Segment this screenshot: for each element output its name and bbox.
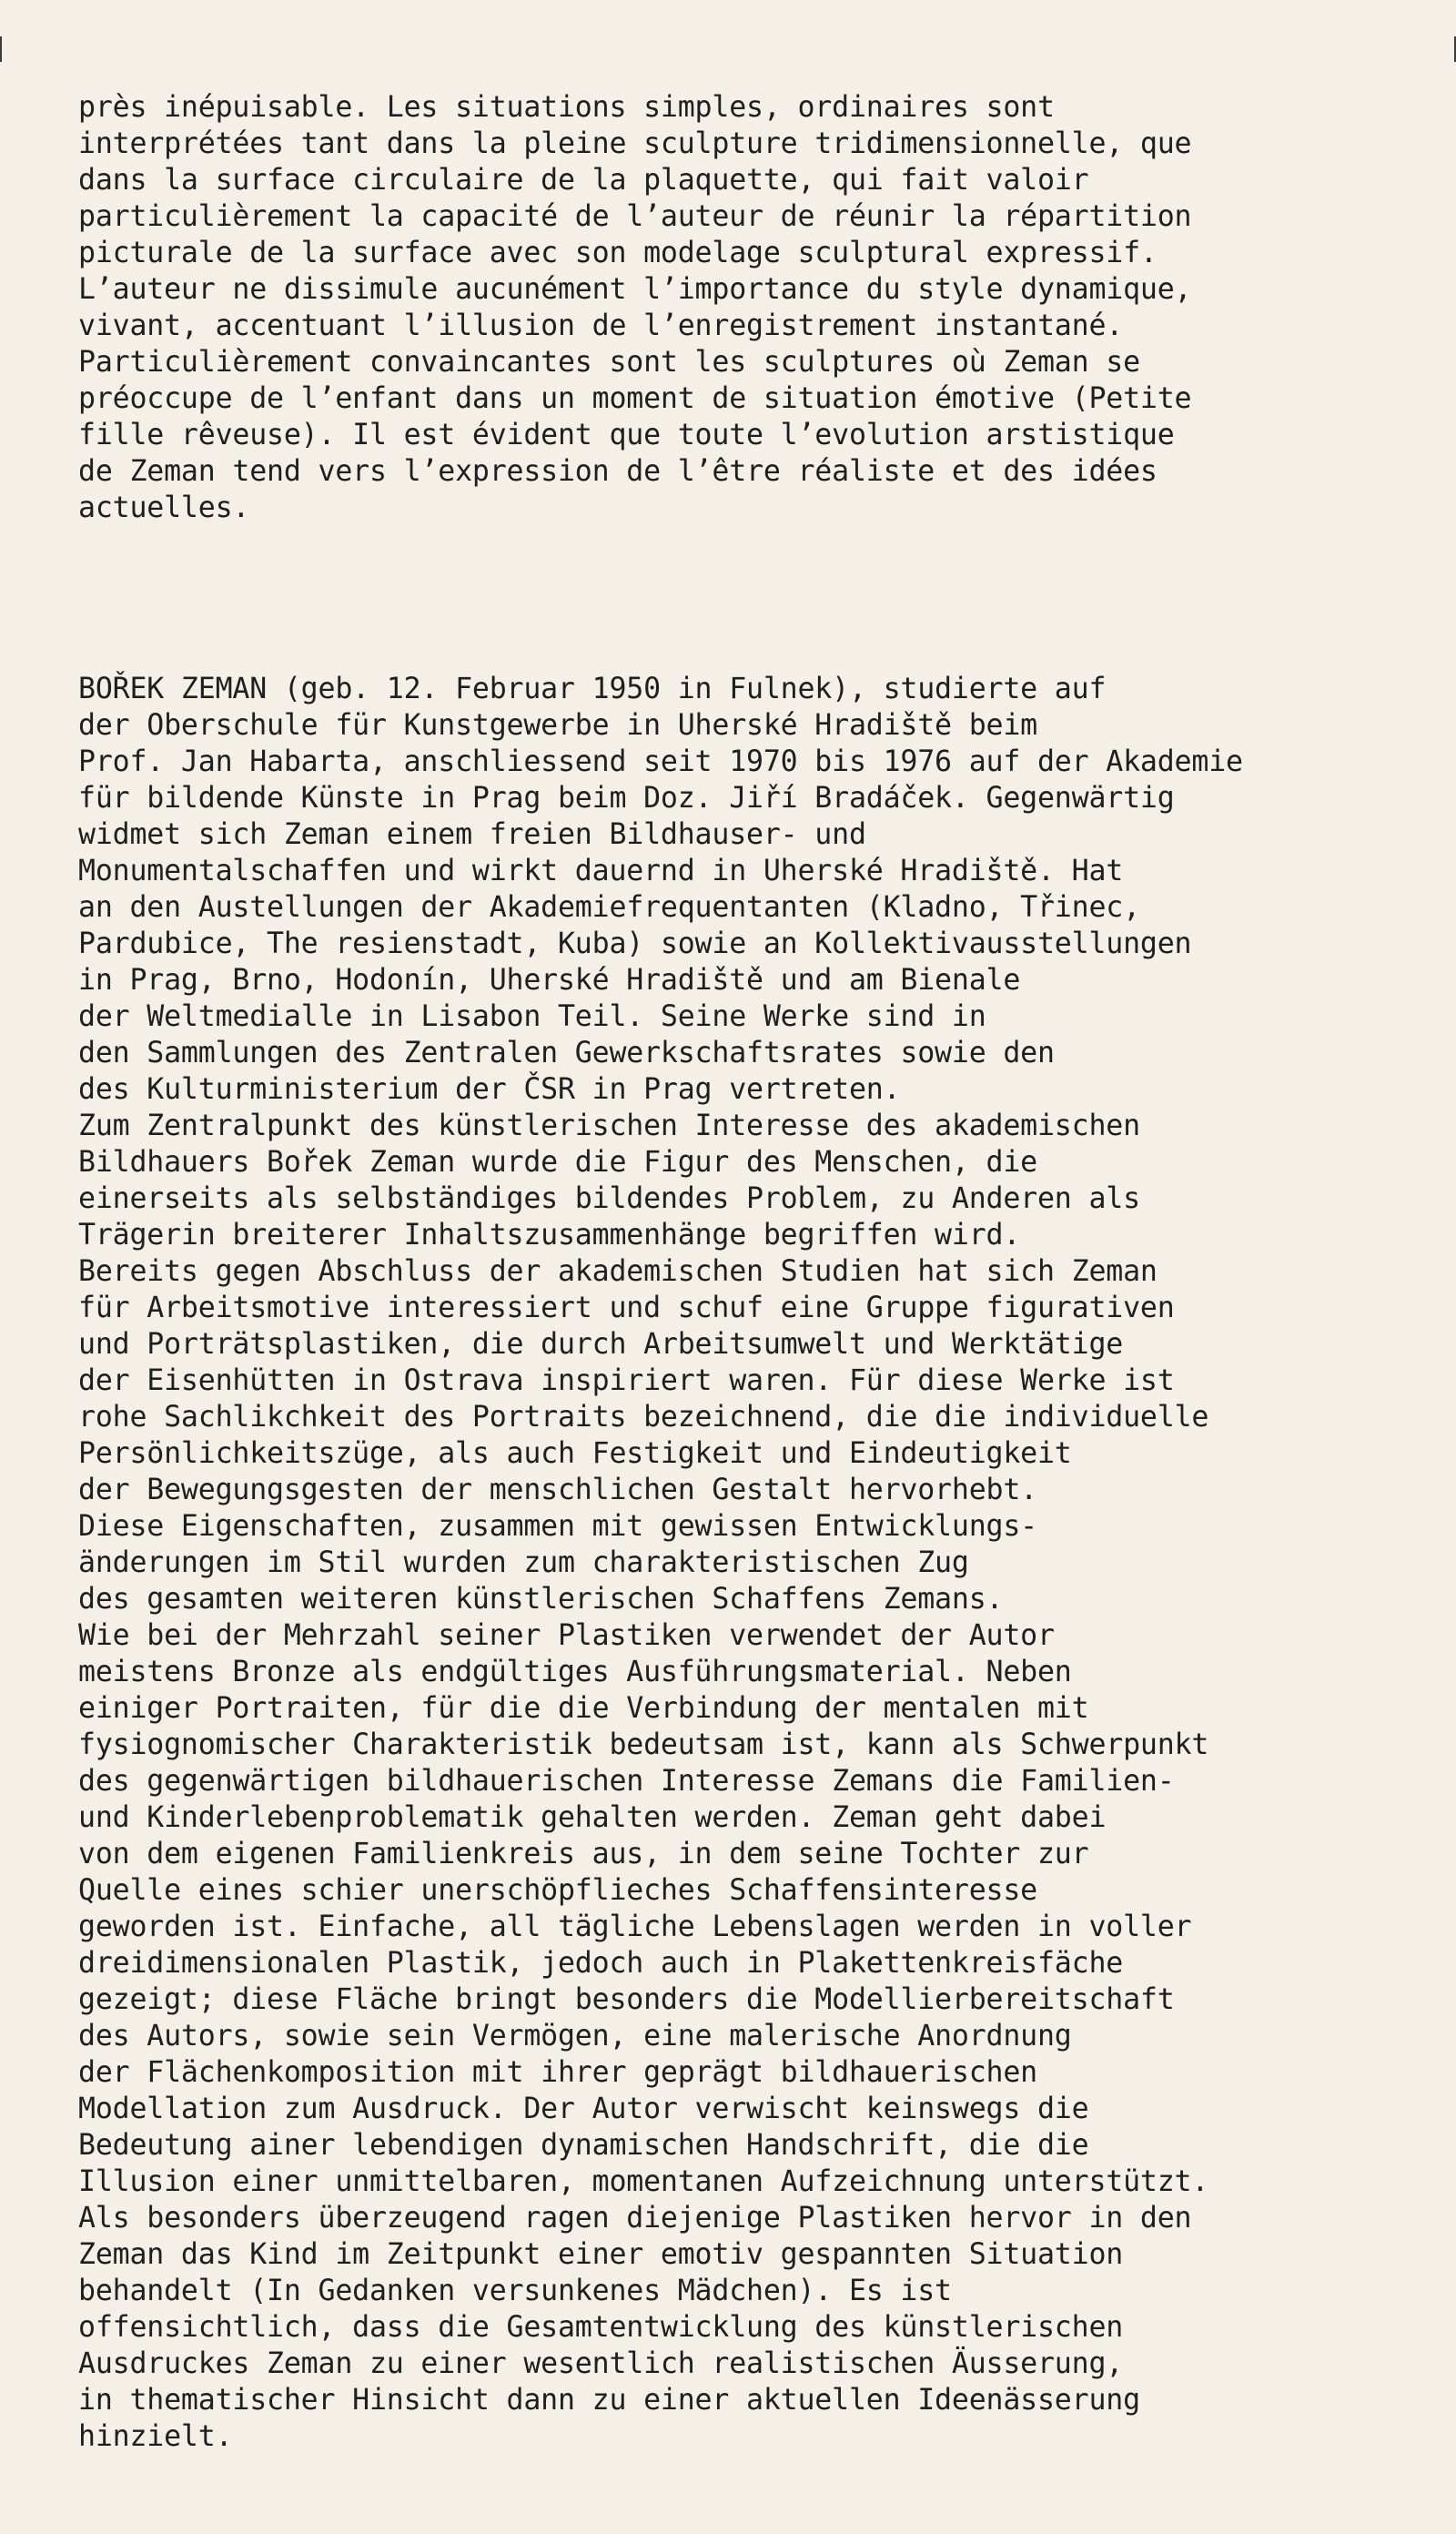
german-biography: [78, 671, 1298, 2455]
text-line: des Kulturministerium der ČSR in Prag vertreten.: [78, 1073, 901, 1106]
text-line: und Porträtsplastiken, die durch Arbeitsumwelt und Werktätige: [78, 1328, 1124, 1361]
text-line: de Zeman tend vers l’expression de l’être réaliste et des idées: [78, 455, 1158, 488]
text-line: Zeman das Kind im Zeitpunkt einer emotiv gespannten Situation: [78, 2238, 1124, 2271]
text-line: picturale de la surface avec son modelage sculptural expressif.: [78, 237, 1158, 269]
text-line: L’auteur ne dissimule aucunément l’importance du style dynamique,: [78, 273, 1192, 306]
text-line: widmet sich Zeman einem freien Bildhauser- und: [78, 818, 866, 851]
text-line: an den Austellungen der Akademiefrequentanten (Kladno, Třinec,: [78, 891, 1140, 924]
text-line: Ausdruckes Zeman zu einer wesentlich realistischen Äusserung,: [78, 2347, 1124, 2380]
text-line: hinzielt.: [78, 2420, 233, 2453]
text-line: der Bewegungsgesten der menschlichen Gestalt hervorhebt.: [78, 1474, 1037, 1506]
text-line: fille rêveuse). Il est évident que toute l’evolution arstistique: [78, 419, 1175, 451]
text-line: für bildende Künste in Prag beim Doz. Jiří Bradáček. Gegenwärtig: [78, 782, 1175, 815]
text-line: behandelt (In Gedanken versunkenes Mädchen). Es ist: [78, 2275, 952, 2307]
text-line: den Sammlungen des Zentralen Gewerkschaftsrates sowie den: [78, 1037, 1055, 1069]
text-line: Modellation zum Ausdruck. Der Autor verwischt keinswegs die: [78, 2093, 1089, 2125]
text-line: der Oberschule für Kunstgewerbe in Uherské Hradiště beim: [78, 709, 1037, 742]
text-line: particulièrement la capacité de l’auteur de réunir la répartition: [78, 200, 1192, 233]
text-line: Wie bei der Mehrzahl seiner Plastiken verwendet der Autor: [78, 1619, 1055, 1652]
french-paragraph: [78, 89, 1298, 526]
text-line: der Weltmedialle in Lisabon Teil. Seine Werke sind in: [78, 1000, 986, 1033]
text-line: BOŘEK ZEMAN (geb. 12. Februar 1950 in Fulnek), studierte auf: [78, 673, 1107, 705]
text-line: von dem eigenen Familienkreis aus, in dem seine Tochter zur: [78, 1838, 1089, 1870]
text-line: vivant, accentuant l’illusion de l’enregistrement instantané.: [78, 309, 1124, 342]
text-line: Als besonders überzeugend ragen diejenige Plastiken hervor in den: [78, 2202, 1192, 2235]
text-line: einiger Portraiten, für die die Verbindung der mentalen mit: [78, 1692, 1089, 1725]
text-line: Bildhauers Bořek Zeman wurde die Figur des Menschen, die: [78, 1146, 1037, 1179]
text-line: der Eisenhütten in Ostrava inspiriert waren. Für diese Werke ist: [78, 1364, 1175, 1397]
text-line: préoccupe de l’enfant dans un moment de situation émotive (Petite: [78, 382, 1192, 415]
text-line: Trägerin breiterer Inhaltszusammenhänge begriffen wird.: [78, 1219, 1021, 1252]
text-line: Particulièrement convaincantes sont les sculptures où Zeman se: [78, 346, 1140, 379]
left-edge-mark: [0, 36, 2, 62]
text-line: Pardubice, The resienstadt, Kuba) sowie an Kollektivausstellungen: [78, 927, 1192, 960]
text-line: dans la surface circulaire de la plaquette, qui fait valoir: [78, 164, 1089, 197]
text-line: gezeigt; diese Fläche bringt besonders die Modellierbereitschaft: [78, 1983, 1175, 2016]
text-line: meistens Bronze als endgültiges Ausführungsmaterial. Neben: [78, 1656, 1072, 1688]
text-line: Diese Eigenschaften, zusammen mit gewissen Entwicklungs-: [78, 1510, 1037, 1543]
text-line: Bedeutung ainer lebendigen dynamischen Handschrift, die die: [78, 2129, 1089, 2162]
text-line: Zum Zentralpunkt des künstlerischen Interesse des akademischen: [78, 1110, 1140, 1142]
text-line: für Arbeitsmotive interessiert und schuf eine Gruppe figurativen: [78, 1292, 1175, 1324]
text-line: des gegenwärtigen bildhauerischen Interesse Zemans die Familien-: [78, 1765, 1175, 1798]
text-line: und Kinderlebenproblematik gehalten werden. Zeman geht dabei: [78, 1801, 1107, 1834]
text-line: in thematischer Hinsicht dann zu einer aktuellen Ideenässerung: [78, 2384, 1140, 2417]
text-line: Persönlichkeitszüge, als auch Festigkeit und Eindeutigkeit: [78, 1437, 1072, 1470]
text-line: in Prag, Brno, Hodonín, Uherské Hradiště und am Bienale: [78, 964, 1021, 997]
text-line: rohe Sachlikchkeit des Portraits bezeichnend, die die individuelle: [78, 1401, 1209, 1434]
text-line: près inépuisable. Les situations simples, ordinaires sont: [78, 91, 1055, 124]
text-line: Monumentalschaffen und wirkt dauernd in Uherské Hradiště. Hat: [78, 855, 1124, 887]
text-line: geworden ist. Einfache, all tägliche Lebenslagen werden in voller: [78, 1911, 1192, 1943]
text-line: des gesamten weiteren künstlerischen Schaffens Zemans.: [78, 1583, 1004, 1616]
text-line: Prof. Jan Habarta, anschliessend seit 1970 bis 1976 auf der Akademie: [78, 745, 1243, 778]
text-line: actuelles.: [78, 492, 250, 524]
text-line: Quelle eines schier unerschöpflieches Schaffensinteresse: [78, 1874, 1037, 1907]
text-line: Bereits gegen Abschluss der akademischen Studien hat sich Zeman: [78, 1255, 1158, 1288]
text-line: Illusion einer unmittelbaren, momentanen Aufzeichnung unterstützt.: [78, 2165, 1209, 2198]
text-line: der Flächenkomposition mit ihrer geprägt bildhauerischen: [78, 2056, 1037, 2089]
text-line: offensichtlich, dass die Gesamtentwicklung des künstlerischen: [78, 2311, 1124, 2344]
text-line: einerseits als selbständiges bildendes Problem, zu Anderen als: [78, 1182, 1140, 1215]
text-line: änderungen im Stil wurden zum charakteristischen Zug: [78, 1546, 969, 1579]
text-line: interprétées tant dans la pleine sculpture tridimensionnelle, que: [78, 127, 1192, 160]
text-line: des Autors, sowie sein Vermögen, eine malerische Anordnung: [78, 2020, 1072, 2053]
text-line: fysiognomischer Charakteristik bedeutsam ist, kann als Schwerpunkt: [78, 1728, 1209, 1761]
text-line: dreidimensionalen Plastik, jedoch auch in Plakettenkreisfäche: [78, 1947, 1124, 1980]
